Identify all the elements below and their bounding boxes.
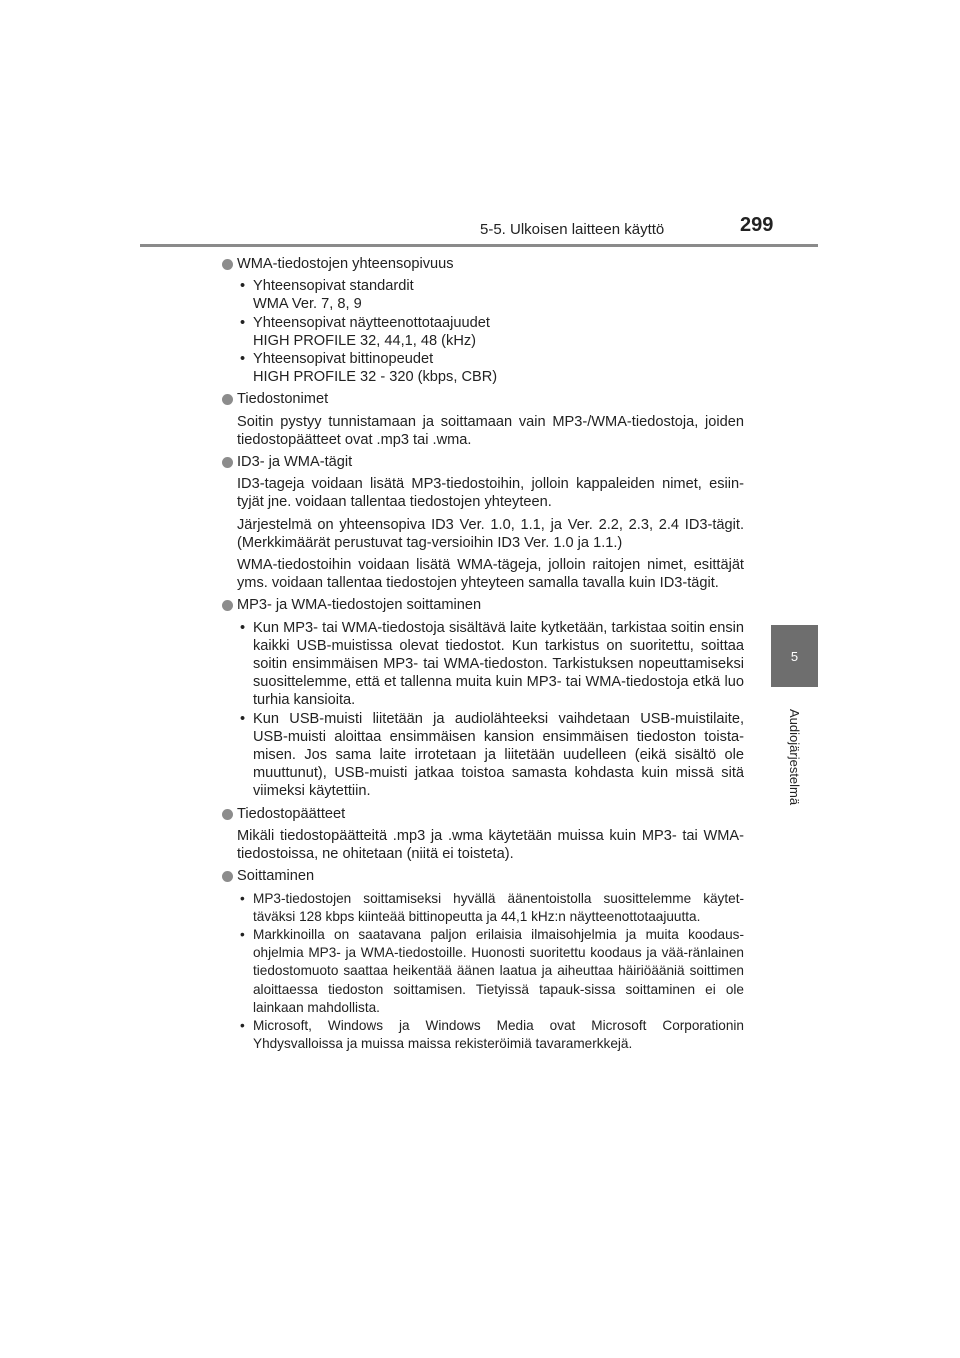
item-label: Yhteensopivat näytteenottotaajuudet [253,314,490,331]
section-playback-mp3-wma [222,596,744,800]
list-item: • MP3-tiedostojen soittamiseksi hyvällä äänentoistolla suosittelemme käytet-täväksi 128 kbps kiinteää bittinopeutta ja 44,1 kHz:n näytteenottotaajuutta. [237,890,744,926]
list-item: • Kun MP3- tai WMA-tiedostoja sisältävä laite kytketään, tarkistaa soitin ensin kaikki USB-muistissa olevat tiedostot. Kun tarkistus on suoritettu, soittaa soitin ensimmäisen MP3- tai WMA-tiedoston. Tarkistuksen nopeuttamiseksi suosittelemme, että et tallenna muita kuin MP3- tai WMA-tiedostoja etkä luo turhia kansioita. [237,619,744,710]
item-list [237,277,744,386]
bullet-dot-icon [222,259,233,270]
header-rule [140,244,818,247]
section-heading: Soittaminen [222,867,744,885]
chapter-number: 5 [790,648,799,664]
section-wma-compatibility [222,255,744,386]
bullet-dot-icon [222,600,233,611]
item-label: Yhteensopivat standardit [253,278,414,295]
bullet-dot-icon [222,457,233,468]
paragraph: Soitin pystyy tunnistamaan ja soittamaan vain MP3-/WMA-tiedostoja, joiden tiedostopäätteet ovat .mp3 tai .wma. [237,413,744,448]
section-heading: Tiedostopäätteet [222,805,744,823]
page-number: 299 [740,214,774,236]
section-id3-wma-tags [222,453,744,592]
list-item: • Microsoft, Windows ja Windows Media ovat Microsoft Corporationin Yhdysvalloissa ja muissa maissa rekisteröimiä tavaramerkkejä. [237,1017,744,1053]
paragraph: WMA-tiedostoihin voidaan lisätä WMA-tägeja, jolloin raitojen nimet, esittäjät yms. voidaan tallentaa tiedostojen yhteyteen samalla tavalla kuin ID3-tägit. [237,557,744,592]
section-heading: MP3- ja WMA-tiedostojen soittaminen [222,596,744,614]
section-heading: Tiedostonimet [222,390,744,408]
page-header [0,0,960,260]
page-content [222,255,744,1053]
section-title: 5-5. Ulkoisen laitteen käyttö [480,221,665,238]
paragraph: Mikäli tiedostopäätteitä .mp3 ja .wma käytetään muissa kuin MP3- tai WMA-tiedostoissa, ne ohitetaan (niitä ei toisteta). [237,827,744,863]
section-heading: ID3- ja WMA-tägit [222,453,744,471]
section-playing [222,867,744,1053]
list-item [237,277,744,313]
item-detail: WMA Ver. 7, 8, 9 [253,296,362,313]
item-list [237,890,744,1054]
section-file-extensions [222,805,744,864]
section-file-names [222,390,744,449]
chapter-label [771,687,818,827]
item-label: Yhteensopivat bittinopeudet [253,351,434,368]
list-item [237,314,744,350]
item-detail: HIGH PROFILE 32 - 320 (kbps, CBR) [253,369,498,386]
item-detail: HIGH PROFILE 32, 44,1, 48 (kHz) [253,332,477,349]
bullet-dot-icon [222,809,233,820]
bullet-dot-icon [222,871,233,882]
list-item [237,350,744,386]
bullet-dot-icon [222,394,233,405]
item-list [237,619,744,801]
section-heading: WMA-tiedostojen yhteensopivuus [222,255,744,273]
paragraph: ID3-tageja voidaan lisätä MP3-tiedostoihin, jolloin kappaleiden nimet, esiin-tyjät jne. voidaan tallentaa tiedostojen yhteyteen. [237,476,744,511]
chapter-tab [771,625,818,687]
list-item: • Markkinoilla on saatavana paljon erilaisia ilmaisohjelmia ja muita koodaus-ohjelmia MP3- ja WMA-tiedostoille. Huonosti suoritettu koodaus ja vää-ränlainen tiedostomuoto saattaa heikentää äänen laatua ja aiheuttaa häiriöääniä soittimen aloittaessa tiedoston soittamisen. Tietyissä tapauk-sissa soittaminen ei ole lainkaan mahdollista. [237,926,744,1017]
list-item: • Kun USB-muisti liitetään ja audiolähteeksi vaihdetaan USB-muistilaite, USB-muisti aloittaa ensimmäisen kansion ensimmäisen tiedoston toista-misen. Jos sama laite irrotetaan ja liitetään uudelleen (eikä sisältö ole muuttunut), USB-muisti jatkaa toistoa samasta kohdasta kuin missä sitä viimeksi käytettiin. [237,710,744,801]
paragraph: Järjestelmä on yhteensopiva ID3 Ver. 1.0, 1.1, ja Ver. 2.2, 2.3, 2.4 ID3-tägit. (Merkkimäärät perustuvat tag-versioihin ID3 Ver. 1.0 ja 1.1.) [237,516,744,551]
chapter-title: Audiojärjestelmä [787,708,802,806]
